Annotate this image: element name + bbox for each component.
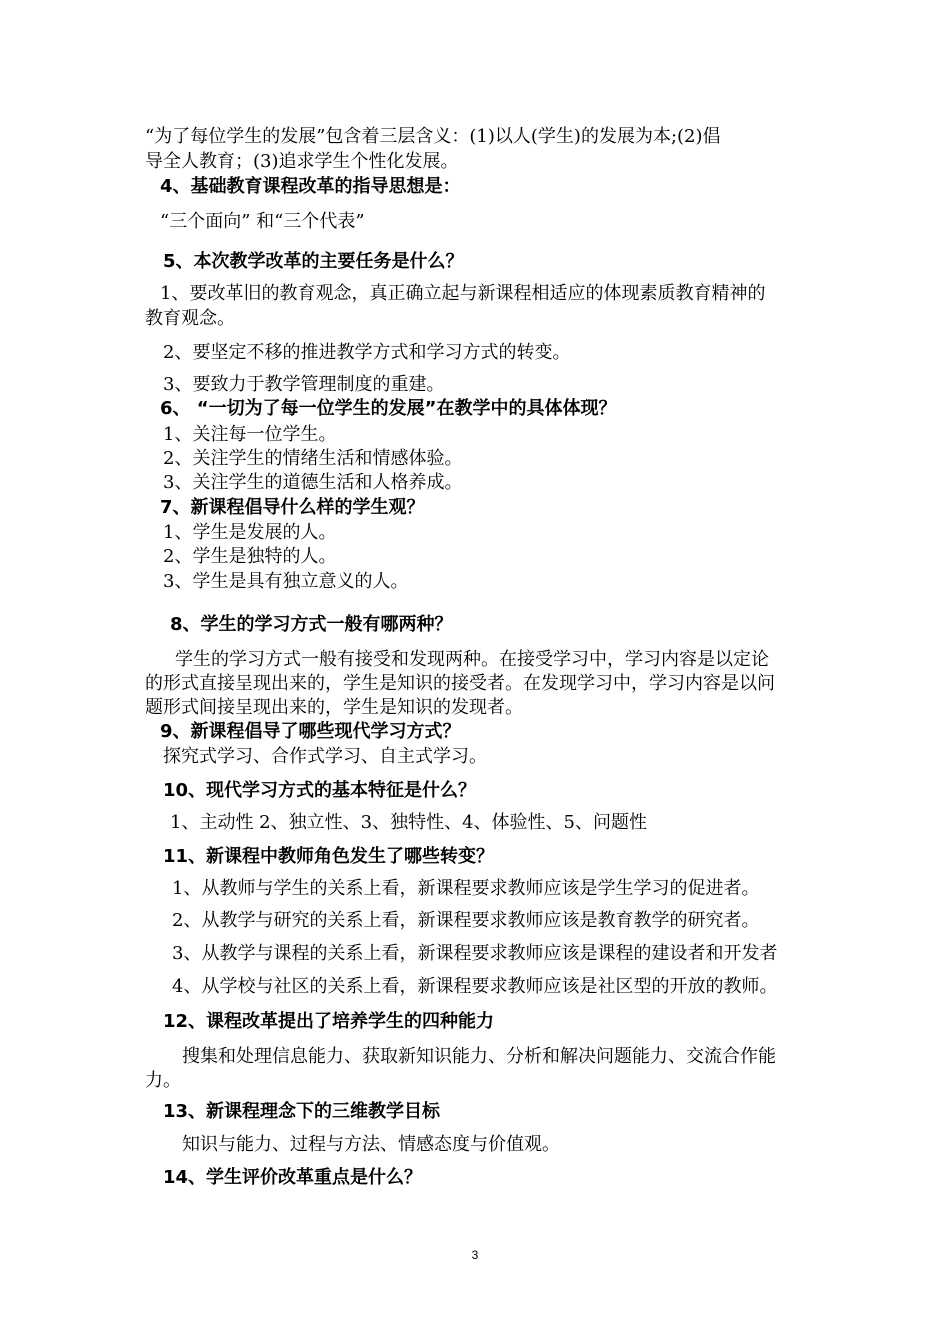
list-item: 1、要改革旧的教育观念，真正确立起与新课程相适应的体现素质教育精神的 <box>160 283 766 304</box>
list-item: 1、从教师与学生的关系上看，新课程要求教师应该是学生学习的促进者。 <box>172 878 760 899</box>
section-heading-8: 8、学生的学习方式一般有哪两种？ <box>170 614 453 635</box>
section-heading-9: 9、新课程倡导了哪些现代学习方式？ <box>160 721 461 742</box>
list-item: 1、关注每一位学生。 <box>163 424 337 445</box>
list-item: 3、从教学与课程的关系上看，新课程要求教师应该是课程的建设者和开发者 <box>172 943 778 964</box>
list-item: 2、从教学与研究的关系上看，新课程要求教师应该是教育教学的研究者。 <box>172 910 760 931</box>
paragraph-line: 探究式学习、合作式学习、自主式学习。 <box>163 746 487 767</box>
section-heading-5: 5、本次教学改革的主要任务是什么？ <box>163 251 464 272</box>
list-item: 3、学生是具有独立意义的人。 <box>163 571 409 592</box>
paragraph-line: 题形式间接呈现出来的，学生是知识的发现者。 <box>145 697 523 718</box>
paragraph-line: 的形式直接呈现出来的，学生是知识的接受者。在发现学习中，学习内容是以问 <box>145 673 775 694</box>
section-heading-12: 12、课程改革提出了培养学生的四种能力 <box>163 1011 495 1032</box>
section-heading-6: 6、 “一切为了每一位学生的发展”在教学中的具体体现？ <box>160 398 617 419</box>
paragraph-line: 学生的学习方式一般有接受和发现两种。在接受学习中，学习内容是以定论 <box>175 649 769 670</box>
section-heading-11: 11、新课程中教师角色发生了哪些转变？ <box>163 846 495 867</box>
list-item-continuation: 教育观念。 <box>145 308 235 329</box>
page-number: 3 <box>471 1248 479 1262</box>
list-item: 2、学生是独特的人。 <box>163 546 337 567</box>
paragraph-line: 知识与能力、过程与方法、情感态度与价值观。 <box>182 1134 560 1155</box>
list-item: 1、学生是发展的人。 <box>163 522 337 543</box>
section-heading-7: 7、新课程倡导什么样的学生观？ <box>160 497 425 518</box>
list-item: 3、要致力于教学管理制度的重建。 <box>163 374 445 395</box>
list-item: 3、关注学生的道德生活和人格养成。 <box>163 472 463 493</box>
list-item: 2、要坚定不移的推进教学方式和学习方式的转变。 <box>163 342 571 363</box>
section-heading-14: 14、学生评价改革重点是什么？ <box>163 1167 423 1188</box>
paragraph-line: 搜集和处理信息能力、获取新知识能力、分析和解决问题能力、交流合作能 <box>182 1046 776 1067</box>
list-item: 4、从学校与社区的关系上看，新课程要求教师应该是社区型的开放的教师。 <box>172 976 778 997</box>
paragraph-line: “为了每位学生的发展”包含着三层含义：(1)以人(学生)的发展为本;(2)倡 <box>145 126 721 147</box>
paragraph-line: 1、主动性 2、独立性、3、独特性、4、体验性、5、问题性 <box>170 812 647 833</box>
section-heading-13: 13、新课程理念下的三维教学目标 <box>163 1101 441 1122</box>
section-heading-10: 10、现代学习方式的基本特征是什么？ <box>163 780 477 801</box>
list-item: 2、关注学生的情绪生活和情感体验。 <box>163 448 463 469</box>
paragraph-line: 导全人教育；(3)追求学生个性化发展。 <box>145 151 459 172</box>
section-heading-4: 4、基础教育课程改革的指导思想是： <box>160 176 461 197</box>
paragraph-line: “三个面向” 和“三个代表” <box>160 211 365 232</box>
paragraph-line: 力。 <box>145 1070 181 1091</box>
